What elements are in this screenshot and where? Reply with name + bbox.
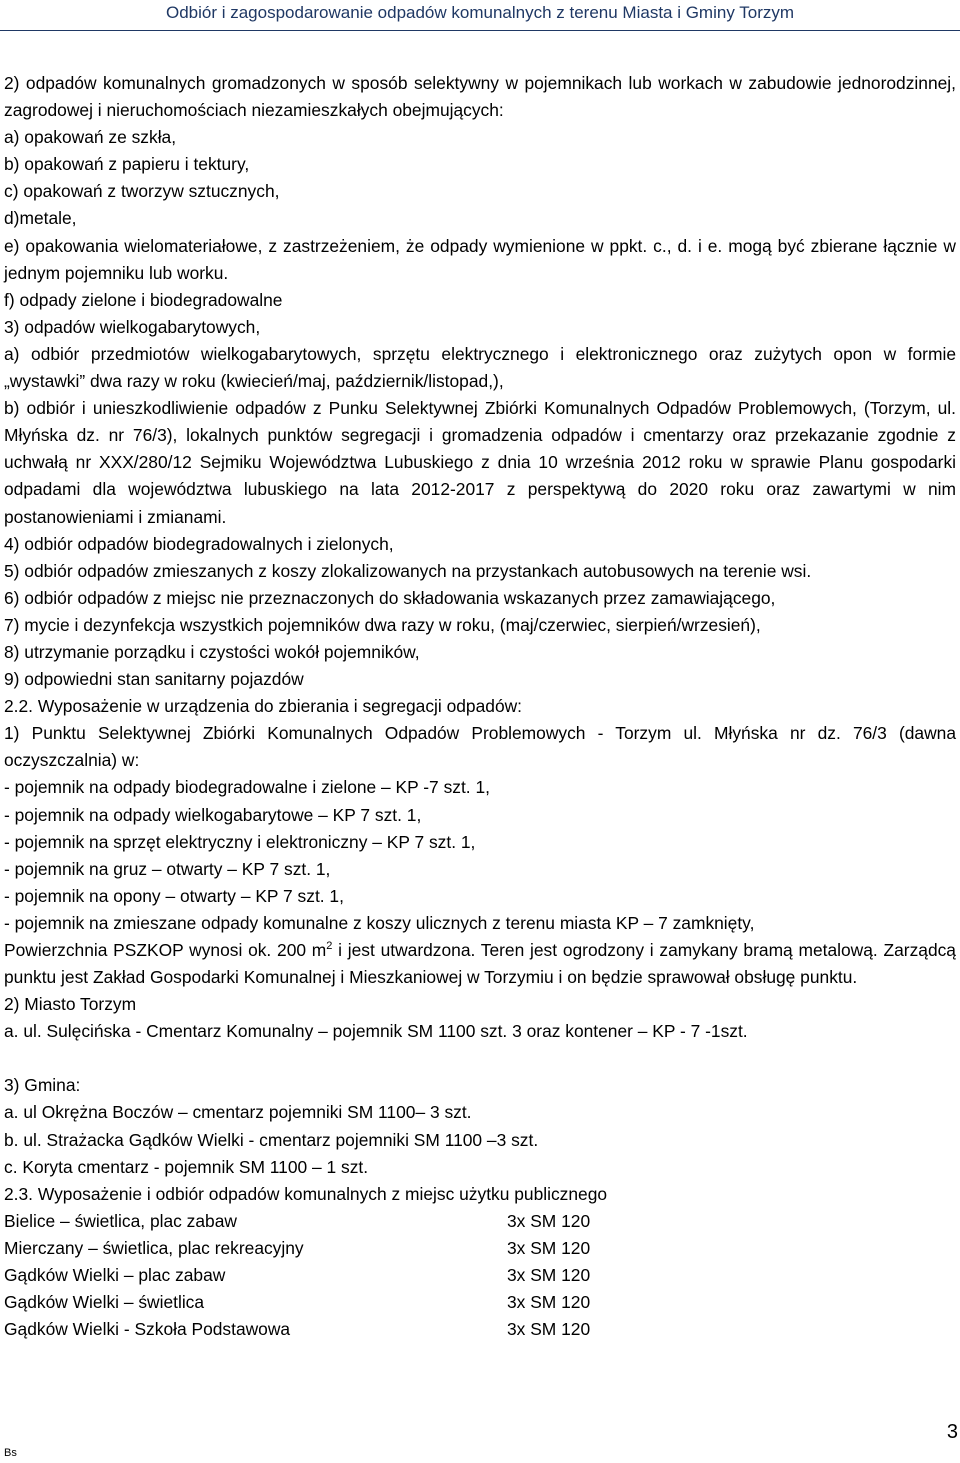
page-number: 3 — [946, 1421, 958, 1443]
list-item: c. Koryta cmentarz - pojemnik SM 1100 – 1 szt. — [4, 1156, 369, 1177]
document-body — [4, 70, 956, 1343]
superscript: 2 — [326, 940, 333, 953]
page-header — [0, 0, 960, 38]
table-cell-location: Gądków Wielki – plac zabaw — [4, 1265, 226, 1286]
list-item: e) opakowania wielomateriałowe, z zastrzeżeniem, że odpady wymienione w ppkt. c., d. i e. mogą być zbierane łącznie w jednym pojemniku lub worku. — [4, 235, 956, 283]
table-row — [4, 1208, 956, 1235]
list-item: 3) Gmina: — [4, 1075, 81, 1096]
list-item: 9) odpowiedni stan sanitarny pojazdów — [4, 669, 304, 690]
list-item: 6) odbiór odpadów z miejsc nie przeznaczonych do składowania wskazanych przez zamawiającego, — [4, 587, 776, 608]
list-item: a) odbiór przedmiotów wielkogabarytowych, sprzętu elektrycznego i elektronicznego oraz zużytych opon w formie „wystawki” dwa razy w roku (kwiecień/maj, październik/listopad,), — [4, 343, 956, 392]
table-cell-location: Gądków Wielki - Szkoła Podstawowa — [4, 1319, 291, 1340]
table-cell-quantity: 3x SM 120 — [507, 1237, 591, 1258]
list-item: c) opakowań z tworzyw sztucznych, — [4, 181, 280, 202]
list-item: a) opakowań ze szkła, — [4, 127, 177, 148]
table-cell-quantity: 3x SM 120 — [507, 1210, 591, 1231]
table-row — [4, 1235, 956, 1262]
list-item: - pojemnik na sprzęt elektryczny i elektroniczny – KP 7 szt. 1, — [4, 831, 476, 852]
section-heading: 2.3. Wyposażenie i odbiór odpadów komunalnych z miejsc użytku publicznego — [4, 1183, 608, 1204]
list-item: d)metale, — [4, 208, 77, 229]
list-item: - pojemnik na zmieszane odpady komunalne z koszy ulicznych z terenu miasta KP – 7 zamknięty, — [4, 912, 755, 933]
area-text-rest: i jest utwardzona. Teren jest ogrodzony i zamykany bramą metalową. Zarządcą punktu jest Zakład Gospodarki Komunalnej i Mieszkaniowej w Torzymiu i on będzie sprawował obsługę punktu. — [4, 940, 956, 988]
list-item: 8) utrzymanie porządku i czystości wokół pojemników, — [4, 641, 420, 662]
header-title: Odbiór i zagospodarowanie odpadów komunalnych z terenu Miasta i Gminy Torzym — [165, 3, 795, 22]
list-item: b) opakowań z papieru i tektury, — [4, 154, 250, 175]
list-item: 5) odbiór odpadów zmieszanych z koszy zlokalizowanych na przystankach autobusowych na terenie wsi. — [4, 560, 812, 581]
list-item: 3) odpadów wielkogabarytowych, — [4, 316, 261, 337]
spacer — [4, 1045, 956, 1072]
list-item: 7) mycie i dezynfekcja wszystkich pojemników dwa razy w roku, (maj/czerwiec, sierpień/wrzesień), — [4, 614, 761, 635]
header-divider — [0, 30, 960, 31]
table-cell-quantity: 3x SM 120 — [507, 1319, 591, 1340]
table-cell-quantity: 3x SM 120 — [507, 1265, 591, 1286]
list-item: 2) Miasto Torzym — [4, 994, 137, 1015]
table-cell-location: Mierczany – świetlica, plac rekreacyjny — [4, 1237, 304, 1258]
list-item: 1) Punktu Selektywnej Zbiórki Komunalnych Odpadów Problemowych - Torzym ul. Młyńska nr dz. 76/3 (dawna oczyszczalnia) w: — [4, 723, 956, 771]
list-item: b) odbiór i unieszkodliwienie odpadów z Punku Selektywnej Zbiórki Komunalnych Odpadów Problemowych, (Torzym, ul. Młyńska dz. nr 76/3), lokalnych punktów segregacji i gromadzenia odpadów i cmentarzy oraz przekazanie zgodnie z uchwałą nr XXX/280/12 Sejmiku Województwa Lubuskiego z dnia 10 września 2012 roku w sprawie Planu gospodarki odpadami dla województwa lubuskiego na lata 2012-2017 z perspektywą do 2020 roku oraz zawartymi w nim postanowieniami i zmianami. — [4, 398, 956, 527]
list-item: b. ul. Strażacka Gądków Wielki - cmentarz pojemniki SM 1100 –3 szt. — [4, 1129, 539, 1150]
list-item: a. ul. Sulęcińska - Cmentarz Komunalny – pojemnik SM 1100 szt. 3 oraz kontener – KP - 7 -1szt. — [4, 1021, 748, 1042]
area-text: Powierzchnia PSZKOP wynosi ok. 200 m — [4, 940, 327, 960]
list-item: - pojemnik na gruz – otwarty – KP 7 szt. 1, — [4, 858, 331, 879]
paragraph — [4, 937, 956, 991]
table-cell-location: Gądków Wielki – świetlica — [4, 1292, 205, 1313]
list-item: - pojemnik na odpady biodegradowalne i zielone – KP -7 szt. 1, — [4, 777, 490, 798]
list-item: - pojemnik na opony – otwarty – KP 7 szt. 1, — [4, 885, 344, 906]
table-row — [4, 1316, 956, 1343]
table-cell-quantity: 3x SM 120 — [507, 1292, 591, 1313]
paragraph: 2) odpadów komunalnych gromadzonych w sposób selektywny w pojemnikach lub workach w zabudowie jednorodzinnej, zagrodowej i nieruchomościach niezamieszkałych obejmujących: — [4, 73, 956, 121]
table-cell-location: Bielice – świetlica, plac zabaw — [4, 1210, 237, 1231]
table-row — [4, 1289, 956, 1316]
list-item: a. ul Okrężna Boczów – cmentarz pojemniki SM 1100– 3 szt. — [4, 1102, 472, 1123]
equipment-table — [4, 1208, 956, 1343]
section-heading: 2.2. Wyposażenie w urządzenia do zbierania i segregacji odpadów: — [4, 696, 523, 717]
footer-initials: Bs — [4, 1447, 17, 1459]
list-item: 4) odbiór odpadów biodegradowalnych i zielonych, — [4, 533, 394, 554]
list-item: f) odpady zielone i biodegradowalne — [4, 289, 283, 310]
list-item: - pojemnik na odpady wielkogabarytowe – KP 7 szt. 1, — [4, 804, 422, 825]
table-row — [4, 1262, 956, 1289]
